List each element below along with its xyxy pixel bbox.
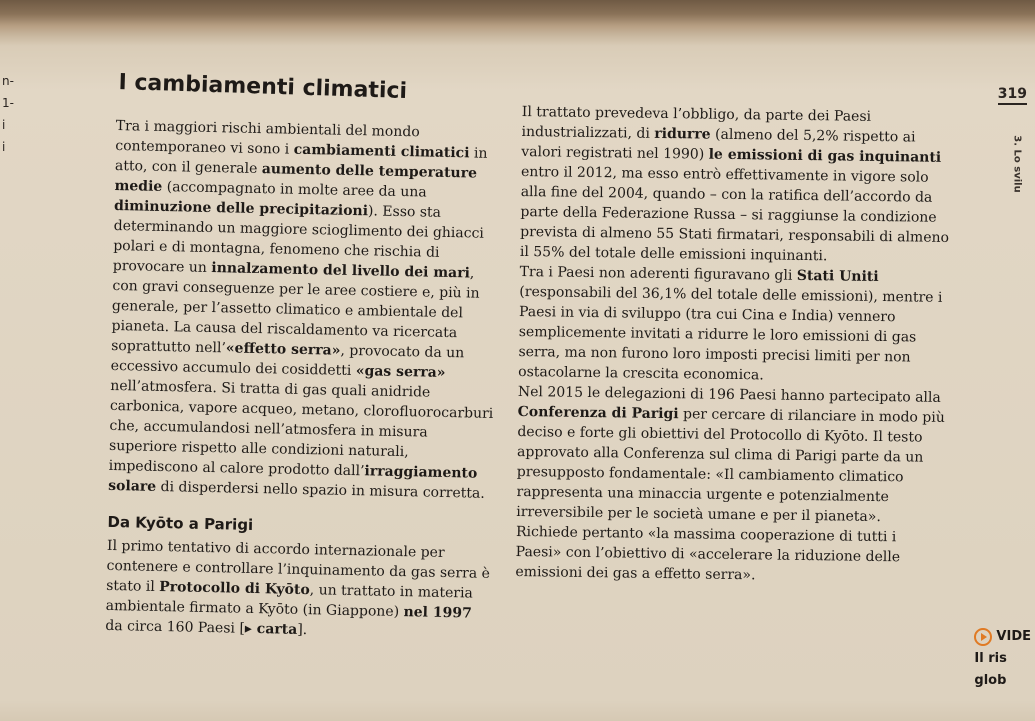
text-run: Nel 2015 le delegazioni di 196 Paesi hanno partecipato alla <box>517 383 941 406</box>
text-run: , con gravi conseguenze per le aree costiere e, più in generale, per l’assetto climatico e ambientale del pianeta. La causa del riscaldamento va ricercata soprattutto nell’ <box>111 265 480 357</box>
text-run: Il primo tentativo di accordo internazionale per contenere e controllare l’inquinamento da gas serra è stato il <box>105 537 491 596</box>
text-run: (almeno del 5,2% rispetto ai valori registrati nel 1990) <box>521 126 916 163</box>
bold-text-run: cambiamenti climatici <box>293 141 470 162</box>
text-run: (accompagnato in molte aree da una <box>162 178 427 201</box>
section-title: I cambiamenti climatici <box>118 70 408 105</box>
right-column <box>515 102 952 588</box>
text-run: nell’atmosfera. Si tratta di gas quali anidride carbonica, vapore acqueo, metano, clorofluorocarburi che, accumulandosi nell’atmosfera in misura superiore rispetto alle condizioni naturali, impediscono al calore prodotto dall’ <box>108 377 494 480</box>
chapter-side-tab-label: 3. Lo svilu <box>1011 135 1023 193</box>
text-run: Il trattato prevedeva l’obbligo, da parte dei Paesi industrializzati, di <box>521 103 872 142</box>
text-run: entro il 2012, ma esso entrò effettivamente in vigore solo alla fine del 2004, quando – con la ratifica dell’accordo da parte della Federazione Russa – si raggiunse la condizione prevista di almeno 55 Stati firmatari, responsabili di almeno il 55% del totale delle emissioni inquinanti. <box>519 163 950 265</box>
bold-text-run: Protocollo di Kyōto <box>159 579 310 599</box>
bold-text-run: aumento delle temperature medie <box>114 161 478 195</box>
paragraph-paris-conference <box>515 382 948 588</box>
play-icon <box>974 628 992 646</box>
text-run: Tra i maggiori rischi ambientali del mondo contemporaneo vi sono i <box>115 117 420 158</box>
paragraph-non-adherent-countries <box>518 262 950 388</box>
bold-text-run: Stati Uniti <box>796 267 879 285</box>
left-column <box>105 116 501 644</box>
text-run: (responsabili del 36,1% del totale delle emissioni), mentre i Paesi in via di sviluppo (tra cui Cina e India) vennero semplicemente invitati a ridurre le loro emissioni di gas serra, ma non furono loro imposti precisi limiti per non ostacolarne la crescita economica. <box>518 283 943 384</box>
paragraph-climate-risks <box>108 116 501 504</box>
left-margin-fragment: n- 1- i i <box>2 74 14 154</box>
text-run: di disperdersi nello spazio in misura corretta. <box>155 478 485 502</box>
page-number: 319 <box>998 86 1027 105</box>
bold-text-run: ridurre <box>654 125 711 143</box>
bold-text-run: «gas serra» <box>355 363 446 381</box>
bold-text-run: le emissioni di gas inquinanti <box>708 146 942 166</box>
vide-box <box>974 626 1031 692</box>
text-run: ). Esso sta determinando un maggiore scioglimento dei ghiacci polari e di montagna, fenomeno che rischia di provocare un <box>112 203 485 277</box>
text-run: , un trattato in materia ambientale firmato a Kyōto (in Giappone) <box>105 582 474 621</box>
text-run: , provocato da un eccessivo accumulo dei cosiddetti <box>110 342 465 380</box>
paragraph-treaty-obligations <box>520 102 952 268</box>
bold-text-run: innalzamento del livello dei mari <box>211 260 471 282</box>
bold-text-run: «effetto serra» <box>225 340 341 359</box>
bold-text-run: ▸ carta <box>244 620 298 638</box>
chapter-side-tab <box>1003 108 1031 220</box>
vide-line-2: Il ris <box>974 651 1007 666</box>
text-run: per cercare di rilanciare in modo più deciso e forte gli obiettivi del Protocollo di Kyōto. Il testo approvato alla Conferenza sul clima di Parigi parte da un presupposto fondamentale: «Il cambiamento climatico rappresenta una minaccia urgente e potenzialmente irreversibile per le società umane e per il pianeta». Richiede pertanto «la massima cooperazione di tutti i Paesi» con l’obiettivo di «accelerare la riduzione delle emissioni dei gas a effetto serra». <box>515 406 945 584</box>
bold-text-run: diminuzione delle precipitazioni <box>113 197 369 220</box>
vide-label: VIDE <box>996 629 1031 644</box>
subheading-kyoto-parigi: Da Kyōto a Parigi <box>107 512 254 534</box>
bold-text-run: nel 1997 <box>403 604 472 622</box>
paragraph-kyoto-protocol <box>105 536 492 644</box>
text-run: Tra i Paesi non aderenti figuravano gli <box>519 263 797 284</box>
bold-text-run: irraggiamento solare <box>108 463 478 495</box>
text-run: in atto, con il generale <box>114 145 488 178</box>
text-run: da circa 160 Paesi [ <box>105 617 246 637</box>
bold-text-run: Conferenza di Parigi <box>517 403 679 423</box>
text-run: ]. <box>297 621 308 639</box>
vide-line-3: glob <box>974 673 1007 688</box>
